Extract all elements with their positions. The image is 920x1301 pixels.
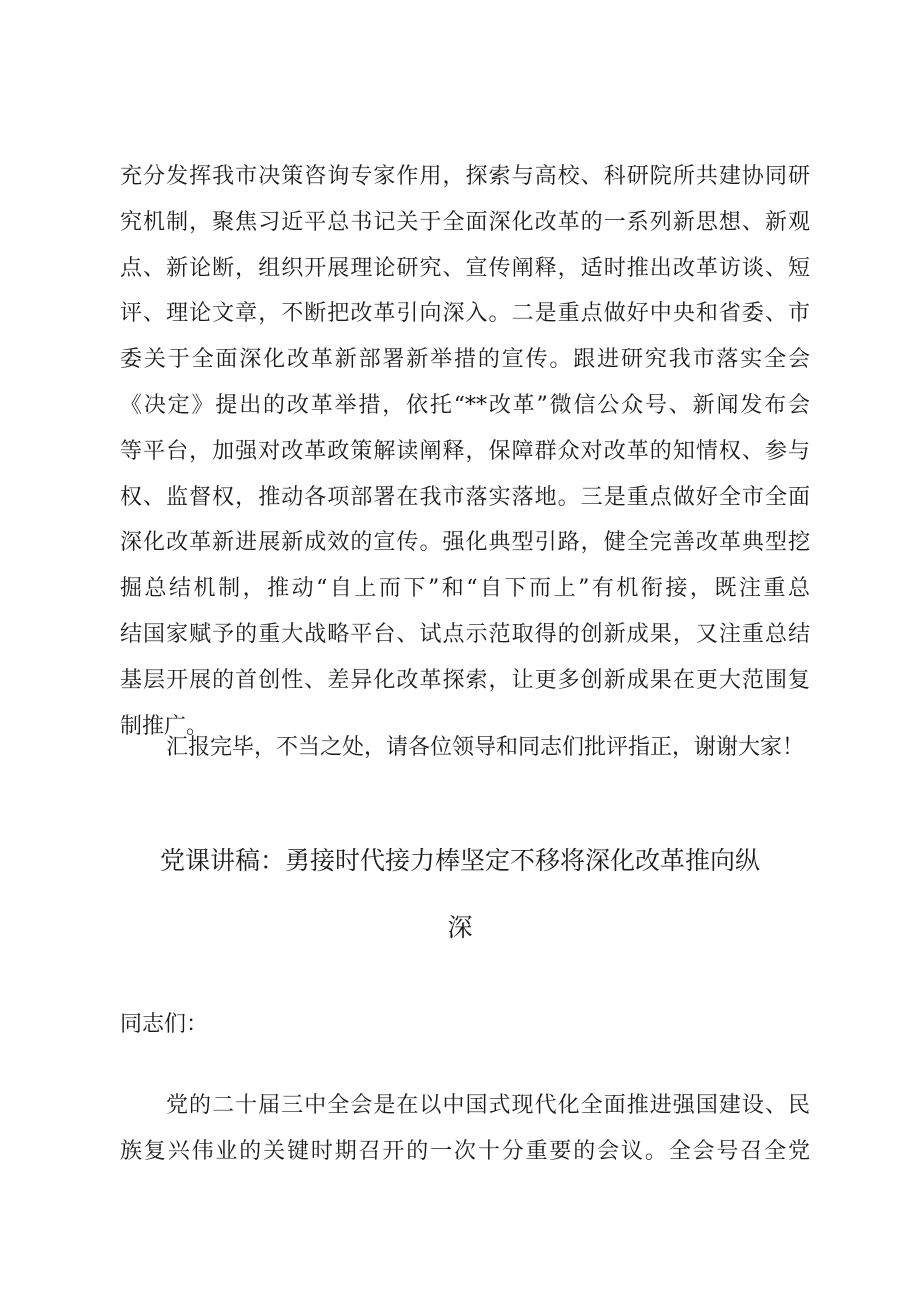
salutation: 同志们： [120,1012,209,1037]
document-title-line-2: 深 [447,913,473,942]
paragraph-line: 基层开展的首创性、差异化改革探索，让更多创新成果在更大范围复 [120,667,810,693]
paragraph-line: 等平台，加强对改革政策解读阐释，保障群众对改革的知情权、参与 [120,438,810,464]
paragraph-line: 掘总结机制，推动“自上而下”和“自下而上”有机衔接，既注重总 [120,576,810,602]
closing-remark: 汇报完毕，不当之处，请各位领导和同志们批评指正，谢谢大家！ [166,735,805,760]
paragraph-line: 党的二十届三中全会是在以中国式现代化全面推进强国建设、民 [166,1093,810,1118]
paragraph-line: 制推广。 [120,713,209,739]
document-title-line-1: 党课讲稿：勇接时代接力棒坚定不移将深化改革推向纵 [159,846,760,875]
body-paragraph-1 [120,154,810,749]
paragraph-line: 结国家赋予的重大战略平台、试点示范取得的创新成果，又注重总结 [120,621,810,647]
paragraph-line: 深化改革新进展新成效的宣传。强化典型引路，健全完善改革典型挖 [120,530,810,556]
paragraph-line: 究机制，聚焦习近平总书记关于全面深化改革的一系列新思想、新观 [120,209,810,235]
paragraph-line: 权、监督权，推动各项部署在我市落实落地。三是重点做好全市全面 [120,484,810,510]
paragraph-line: 充分发挥我市决策咨询专家作用，探索与高校、科研院所共建协同研 [120,164,810,189]
paragraph-line: 点、新论断，组织开展理论研究、宣传阐释，适时推出改革访谈、短 [120,255,810,281]
paragraph-line: 《决定》提出的改革举措，依托“**改革”微信公众号、新闻发布会 [120,392,810,418]
body-paragraph-2 [120,1083,810,1175]
paragraph-line: 评、理论文章，不断把改革引向深入。二是重点做好中央和省委、市 [120,301,810,327]
paragraph-line: 委关于全面深化改革新部署新举措的宣传。跟进研究我市落实全会 [120,347,810,373]
paragraph-line: 族复兴伟业的关键时期召开的一次十分重要的会议。全会号召全党 [120,1138,810,1164]
